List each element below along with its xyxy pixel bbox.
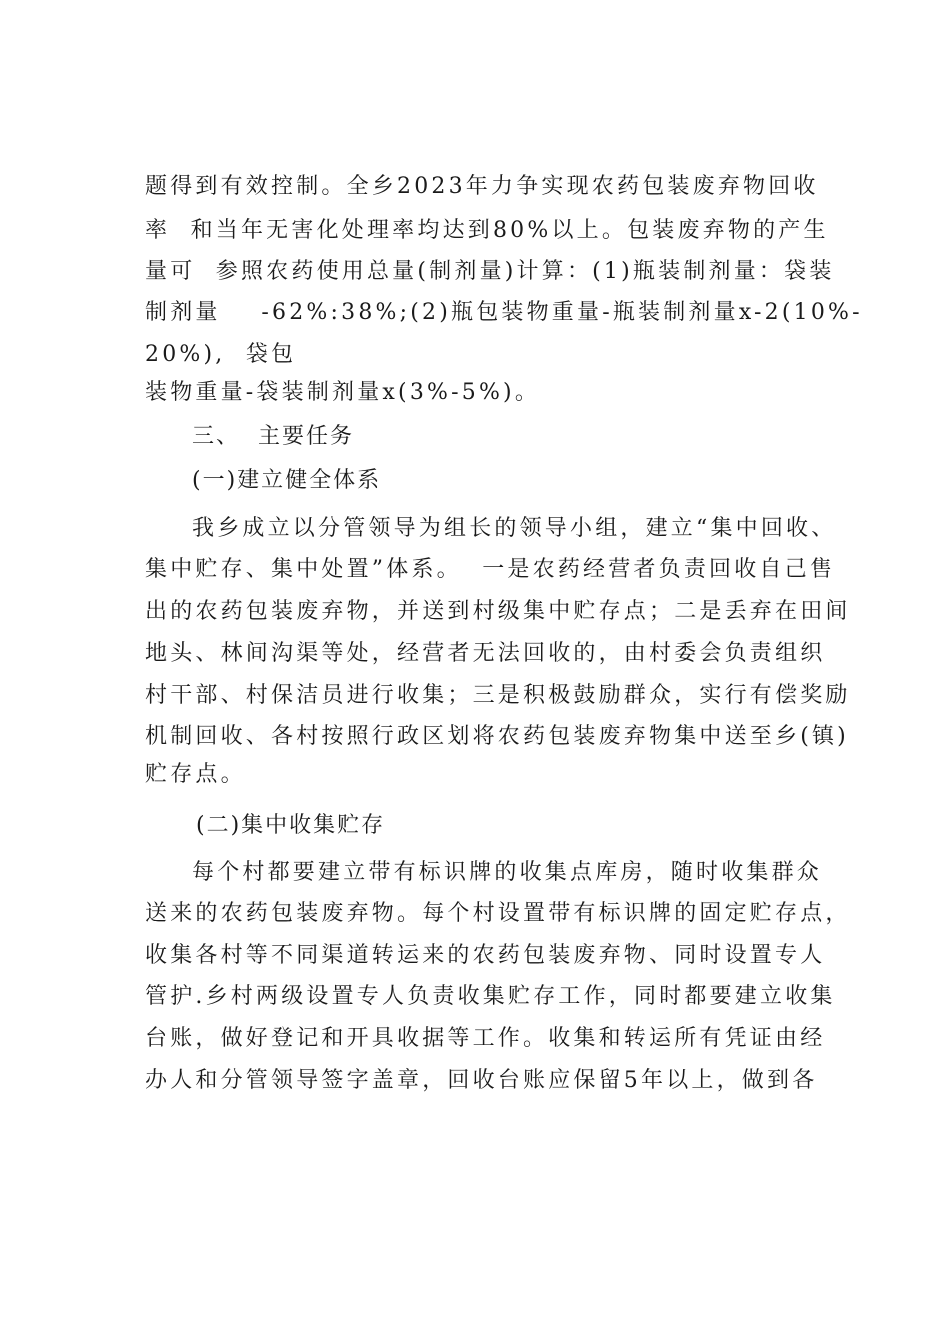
section-heading: 三、 主要任务 xyxy=(192,424,354,449)
body-text-line: 集中贮存、集中处置”体系。 一是农药经营者负责回收自己售 xyxy=(145,557,836,582)
body-text-line: 地头、林间沟渠等处，经营者无法回收的，由村委会负责组织 xyxy=(145,641,826,666)
body-text-line: 制剂量 -62%:38%;(2)瓶包装物重量-瓶装制剂量x-2(10%- xyxy=(145,300,863,325)
body-text-line: 量可 参照农药使用总量(制剂量)计算：(1)瓶装制剂量：袋装 xyxy=(145,259,835,284)
body-text-line: 我乡成立以分管领导为组长的领导小组，建立“集中回收、 xyxy=(192,516,837,541)
body-text-line: 村干部、村保洁员进行收集；三是积极鼓励群众，实行有偿奖励 xyxy=(145,683,851,708)
body-text-line: 办人和分管领导签字盖章，回收台账应保留5年以上，做到各 xyxy=(145,1068,818,1093)
body-text-line: 管护.乡村两级设置专人负责收集贮存工作，同时都要建立收集 xyxy=(145,984,836,1009)
body-text-line: 贮存点。 xyxy=(145,762,246,787)
body-text-line: 台账，做好登记和开具收据等工作。收集和转运所有凭证由经 xyxy=(145,1026,826,1051)
body-text-line: 20%), 袋包 xyxy=(145,342,297,367)
body-text-line: 每个村都要建立带有标识牌的收集点库房，随时收集群众 xyxy=(192,860,823,885)
subsection-heading: (一)建立健全体系 xyxy=(192,468,382,493)
body-text-line: 收集各村等不同渠道转运来的农药包装废弃物、同时设置专人 xyxy=(145,943,826,968)
body-text-line: 出的农药包装废弃物，并送到村级集中贮存点；二是丢弃在田间 xyxy=(145,599,851,624)
body-text-line: 装物重量-袋装制剂量x(3%-5%)。 xyxy=(145,380,541,405)
body-text-line: 送来的农药包装废弃物。每个村设置带有标识牌的固定贮存点， xyxy=(145,901,851,926)
body-text-line: 机制回收、各村按照行政区划将农药包装废弃物集中送至乡(镇) xyxy=(145,724,849,749)
body-text-line: 率 和当年无害化处理率均达到80%以上。包装废弃物的产生 xyxy=(145,218,829,243)
body-text-line: 题得到有效控制。全乡2023年力争实现农药包装废弃物回收 xyxy=(145,174,819,199)
subsection-heading: (二)集中收集贮存 xyxy=(196,813,386,838)
